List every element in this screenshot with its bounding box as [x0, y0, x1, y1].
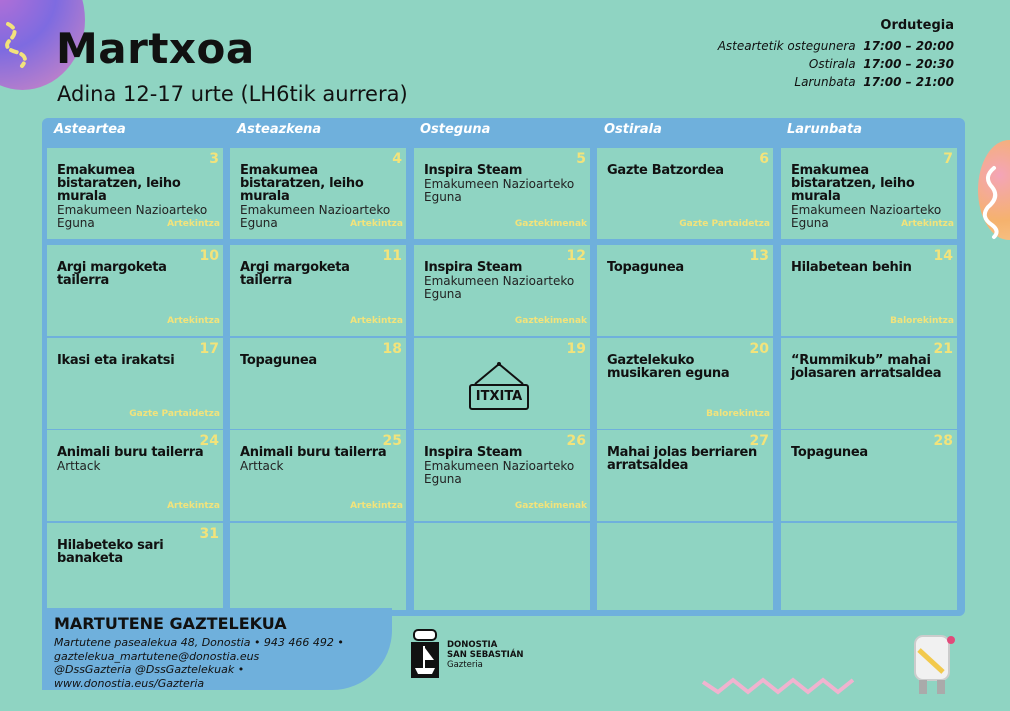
opening-hours-row: [718, 37, 954, 55]
program-tag: Gaztekimenak: [514, 316, 587, 326]
donostia-logo: [410, 628, 524, 680]
venue-name: MARTUTENE GAZTELEKUA: [54, 614, 287, 633]
program-tag: Artekintza: [350, 316, 403, 326]
venue-address: Martutene pasealekua 48, Donostia • 943 466 492 •: [54, 636, 344, 649]
program-tag: Gazte Partaidetza: [679, 219, 770, 229]
program-tag: Gaztekimenak: [514, 219, 587, 229]
day-number: 27: [749, 433, 769, 449]
day-number: 4: [392, 151, 402, 167]
day-header-asteazkena: Asteazkena: [237, 122, 322, 137]
event-title: Animali buru tailerra: [57, 445, 204, 460]
program-tag: Artekintza: [167, 501, 220, 511]
calendar-day-cell: [597, 523, 773, 610]
calendar-day-cell: [230, 430, 406, 521]
logo-line: Gazteria: [447, 660, 483, 670]
calendar-day-cell: [781, 430, 957, 521]
calendar-day-cell: [414, 148, 590, 239]
day-header-asteartea: Asteartea: [54, 122, 126, 137]
event-title: Emakumea bistaratzen, leiho murala: [240, 163, 364, 204]
program-tag: Gaztekimenak: [514, 501, 587, 511]
calendar-day-cell: [781, 523, 957, 610]
day-number: 12: [566, 248, 586, 264]
event-title: Gaztelekuko musikaren eguna: [607, 353, 730, 381]
calendar-day-cell: [597, 245, 773, 336]
calendar-day-cell: [781, 148, 957, 239]
logo-line: SAN SEBASTIÁN: [447, 650, 524, 660]
day-number: 28: [933, 433, 953, 449]
program-tag: Artekintza: [167, 219, 220, 229]
calendar-day-cell: [781, 338, 957, 429]
calendar-day-cell: [47, 430, 223, 521]
day-number: 21: [933, 341, 953, 357]
day-number: 7: [943, 151, 953, 167]
calendar-day-cell: [230, 338, 406, 429]
calendar-day-cell: [597, 148, 773, 239]
event-title: Argi margoketa tailerra: [57, 260, 167, 288]
event-description: Emakumeen Nazioarteko Eguna: [424, 459, 575, 486]
hours-time: 17:00 – 20:30: [863, 57, 954, 71]
program-tag: Artekintza: [350, 501, 403, 511]
event-title: Topagunea: [240, 353, 317, 368]
program-tag: Gazte Partaidetza: [129, 409, 220, 419]
day-header-ostirala: Ostirala: [604, 122, 662, 137]
event-description: Emakumeen Nazioarteko Eguna: [240, 203, 391, 230]
event-title: Emakumea bistaratzen, leiho murala: [57, 163, 181, 204]
venue-website[interactable]: www.donostia.eus/Gazteria: [54, 676, 205, 690]
hours-label: Larunbata: [794, 75, 856, 89]
calendar-day-cell: [230, 148, 406, 239]
logo-line: DONOSTIA: [447, 640, 498, 650]
event-title: Animali buru tailerra: [240, 445, 387, 460]
calendar-day-cell: [47, 245, 223, 336]
day-number: 13: [749, 248, 769, 264]
day-number: 19: [566, 341, 586, 357]
event-title: Argi margoketa tailerra: [240, 260, 350, 288]
event-title: Inspira Steam: [424, 163, 523, 178]
day-number: 3: [209, 151, 219, 167]
event-title: Mahai jolas berriaren arratsaldea: [607, 445, 757, 473]
venue-social: @DssGazteria @DssGaztelekuak •: [54, 663, 245, 676]
event-title: Topagunea: [791, 445, 868, 460]
program-tag: Artekintza: [167, 316, 220, 326]
footer-contact: [54, 614, 344, 690]
event-title: Topagunea: [607, 260, 684, 275]
hours-label: Asteartetik ostegunera: [717, 39, 856, 53]
event-description: Emakumeen Nazioarteko Eguna: [791, 203, 942, 230]
day-number: 20: [749, 341, 769, 357]
day-number: 10: [199, 248, 219, 264]
city-crest-icon: [410, 628, 440, 680]
squiggle-decoration-icon: [980, 165, 1002, 240]
day-number: 25: [382, 433, 402, 449]
venue-email[interactable]: gaztelekua_martutene@donostia.eus: [54, 649, 260, 663]
program-tag: Artekintza: [901, 219, 954, 229]
event-title: Inspira Steam: [424, 445, 523, 460]
calendar-day-cell: [414, 338, 590, 429]
logo-text: [447, 640, 524, 670]
event-title: “Rummikub” mahai jolasaren arratsaldea: [791, 353, 942, 381]
zigzag-decoration-icon: [700, 670, 860, 700]
calendar-day-cell: [47, 148, 223, 239]
squiggle-decoration-icon: [0, 20, 40, 70]
program-tag: Balorekintza: [706, 409, 770, 419]
day-number: 11: [382, 248, 402, 264]
calendar-day-cell: [47, 338, 223, 429]
event-title: Ikasi eta irakatsi: [57, 353, 175, 368]
page-title: Martxoa: [56, 24, 255, 73]
hours-time: 17:00 – 20:00: [863, 39, 954, 53]
opening-hours: [718, 18, 954, 91]
event-description: Arttack: [240, 459, 284, 473]
day-header-larunbata: Larunbata: [787, 122, 863, 137]
calendar-day-cell: [781, 245, 957, 336]
closed-label: ITXITA: [469, 384, 529, 410]
day-number: 31: [199, 526, 219, 542]
calendar-day-cell: [414, 523, 590, 610]
page-subtitle: Adina 12-17 urte (LH6tik aurrera): [57, 82, 408, 106]
event-title: Inspira Steam: [424, 260, 523, 275]
day-header-osteguna: Osteguna: [420, 122, 491, 137]
mascot-icon: [905, 630, 965, 700]
day-number: 24: [199, 433, 219, 449]
calendar-day-cell: [597, 430, 773, 521]
hanging-sign-icon: [469, 360, 529, 386]
event-title: Hilabetean behin: [791, 260, 912, 275]
event-title: Gazte Batzordea: [607, 163, 724, 178]
calendar-day-cell: [230, 245, 406, 336]
event-description: Emakumeen Nazioarteko Eguna: [424, 177, 575, 204]
event-description: Arttack: [57, 459, 101, 473]
day-number: 18: [382, 341, 402, 357]
opening-hours-row: [718, 55, 954, 73]
hours-time: 17:00 – 21:00: [863, 75, 954, 89]
day-number: 5: [576, 151, 586, 167]
event-title: Hilabeteko sari banaketa: [57, 538, 164, 566]
opening-hours-title: Ordutegia: [880, 18, 954, 33]
hours-label: Ostirala: [808, 57, 856, 71]
calendar-day-cell: [414, 430, 590, 521]
calendar-day-cell: [414, 245, 590, 336]
event-description: Emakumeen Nazioarteko Eguna: [57, 203, 208, 230]
opening-hours-row: [718, 73, 954, 91]
day-number: 14: [933, 248, 953, 264]
day-number: 6: [759, 151, 769, 167]
program-tag: Artekintza: [350, 219, 403, 229]
event-description: Emakumeen Nazioarteko Eguna: [424, 274, 575, 301]
program-tag: Balorekintza: [890, 316, 954, 326]
event-title: Emakumea bistaratzen, leiho murala: [791, 163, 915, 204]
calendar-grid: [42, 118, 965, 616]
calendar-day-cell: [47, 523, 223, 610]
calendar-day-cell: [230, 523, 406, 610]
day-number: 26: [566, 433, 586, 449]
calendar-day-cell: [597, 338, 773, 429]
day-number: 17: [199, 341, 219, 357]
